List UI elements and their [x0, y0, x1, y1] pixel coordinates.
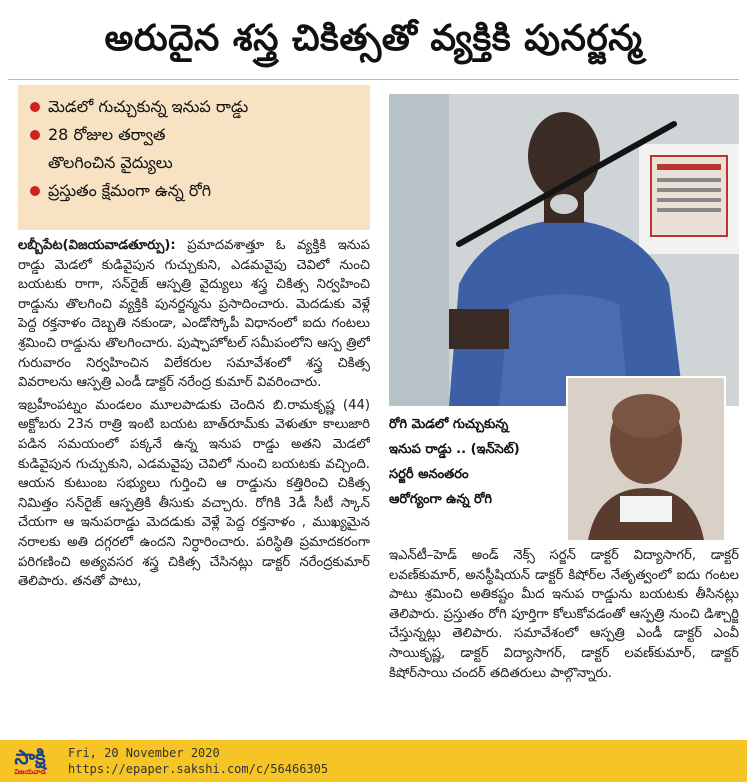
- patient-with-rod-image: [389, 94, 739, 406]
- highlights-box: [18, 85, 370, 230]
- logo-text: సాక్షి: [14, 744, 46, 769]
- footer-bar: [0, 740, 747, 782]
- highlight-item: [28, 177, 360, 205]
- article-paragraph: [18, 236, 370, 393]
- epaper-link[interactable]: https://epaper.sakshi.com/c/56466305: [68, 762, 329, 776]
- headline-divider: [8, 79, 739, 80]
- logo-subtext: విజయవాడ: [14, 767, 46, 776]
- highlight-item-continuation: [28, 149, 360, 177]
- patient-after-surgery-image: [568, 378, 724, 540]
- photo-caption: [389, 412, 565, 512]
- article-paragraph: ఇబ్రహీంపట్నం మండలం మూలపాడుకు చెందిన బి.రామకృష్ణ (44) అక్టోబరు 23న రాత్రి ఇంటి బయట బాత్‌రూమ్‌కు వెళుతూ కాలుజారి పడిన సమయంలో పక్కనే ఉన్న ఇనుప రాడ్డు అతని మెడలో కుడివైపున గుచ్చుకుని, ఎడమవైపు చెవిలో నుంచి బయటకు వచ్చింది. ఆయన కుటుంబ సభ్యులు గుర్తించి ఆ రాడ్డును కత్తిరించి చికిత్స నిమిత్తం సన్‌రైజ్ ఆస్పత్రికి తీసుకు వచ్చారు. రోగికి 3డీ సీటీ స్కాన్ చేయగా ఆ ఇనుపరాడ్డు మెదడుకు వెళ్లే పెద్ద రక్తనాళం , ముఖ్యమైన నరాలకు అతి దగ్గరలో ఉందని నిర్ధారించారు. పరిస్థితి ప్రమాదకరంగా పరిగణించి అత్యవసర శస్త్ర చికిత్స చేసినట్లు డాక్టర్ నరేంద్రకుమార్ తెలిపారు. తనతో పాటు,: [18, 397, 370, 590]
- bullet-dot-icon: [30, 102, 40, 112]
- highlight-item: [28, 93, 360, 121]
- highlight-text: ప్రస్తుతం క్షేమంగా ఉన్న రోగి: [48, 181, 212, 200]
- article-left-column: [18, 236, 370, 736]
- highlight-text: మెడలో గుచ్చుకున్న ఇనుప రాడ్డు: [48, 97, 249, 116]
- headline: అరుదైన శస్త్ర చికిత్సతో వ్యక్తికి పునర్జన్మ: [104, 18, 643, 59]
- highlight-text: 28 రోజుల తర్వాత: [48, 125, 166, 144]
- article-text: ప్రమాదవశాత్తూ ఓ వ్యక్తికి ఇనుప రాడ్డు మెడలో కుడివైపున గుచ్చుకుని, ఎడమవైపు చెవిలో నుంచి బయటకు రాగా, సన్‌రైజ్ ఆస్పత్రి వైద్యులు శస్త్ర చికిత్స నిర్వహించి రాడ్డును తొలగించి వ్యక్తికి పునర్జన్మను ప్రసాదించారు. మెదడుకు వెళ్లే పెద్ద రక్తనాళం దెబ్బతి నకుండా, ఎండోస్కోపీ విధానంలో ఐదు గంటలు శ్రమించి రాడ్డును తొలగించారు. పుష్పాహోటల్ సమీపంలోని ఆస్ప త్రిలో గురువారం నిర్వహించిన విలేకరుల సమావేశంలో శస్త్ర చికిత్స వివరాలను ఆస్పత్రి ఎండీ డాక్టర్ నరేంద్ర కుమార్ వివరించారు.: [18, 238, 370, 391]
- caption-line: సర్జరీ అనంతరం: [389, 467, 469, 482]
- sakshi-logo: [0, 740, 60, 782]
- article-right-column: [389, 546, 739, 738]
- bullet-dot-icon: [30, 130, 40, 140]
- bullet-dot-icon: [30, 186, 40, 196]
- footer-meta: [60, 745, 328, 777]
- caption-line: ఆరోగ్యంగా ఉన్న రోగి: [389, 492, 492, 507]
- dateline: లబ్బీపేట(విజయవాడతూర్పు):: [18, 238, 176, 253]
- highlight-item: [28, 121, 360, 149]
- caption-line: రోగి మెడలో గుచ్చుకున్న: [389, 417, 509, 432]
- caption-line: ఇనుప రాడ్డు .. (ఇన్‌సెట్): [389, 442, 520, 457]
- article-paragraph: ఇఎన్‌టీ–హెడ్ అండ్ నెక్స్ సర్జన్ డాక్టర్ విద్యాసాగర్, డాక్టర్ లవణ్‌కుమార్, అనస్థీషియన్ డాక్టర్ కిషోర్‌ల నేతృత్వంలో ఐదు గంటల పాటు శ్రమించి అతికష్టం మీద ఇనుప రాడ్డును బయటకు తీసినట్లు తెలిపారు. ప్రస్తుతం రోగి పూర్తిగా కోలుకోవడంతో ఆస్పత్రి నుంచి డిశ్చార్జి చేస్తున్నట్లు తెలిపారు. సమావేశంలో ఆస్పత్రి ఎండీ డాక్టర్ ఎంవీ సాయికృష్ణ, డాక్టర్ విద్యాసాగర్, డాక్టర్ లవణ్‌కుమార్, డాక్టర్ కిషోర్‌సాయి చందర్ తదితరులు పాల్గొన్నారు.: [389, 548, 739, 681]
- edition-date: Fri, 20 November 2020: [68, 746, 220, 760]
- inset-photo: [566, 376, 726, 542]
- highlight-text: తొలగించిన వైద్యులు: [48, 153, 173, 172]
- patient-photo: [389, 94, 739, 406]
